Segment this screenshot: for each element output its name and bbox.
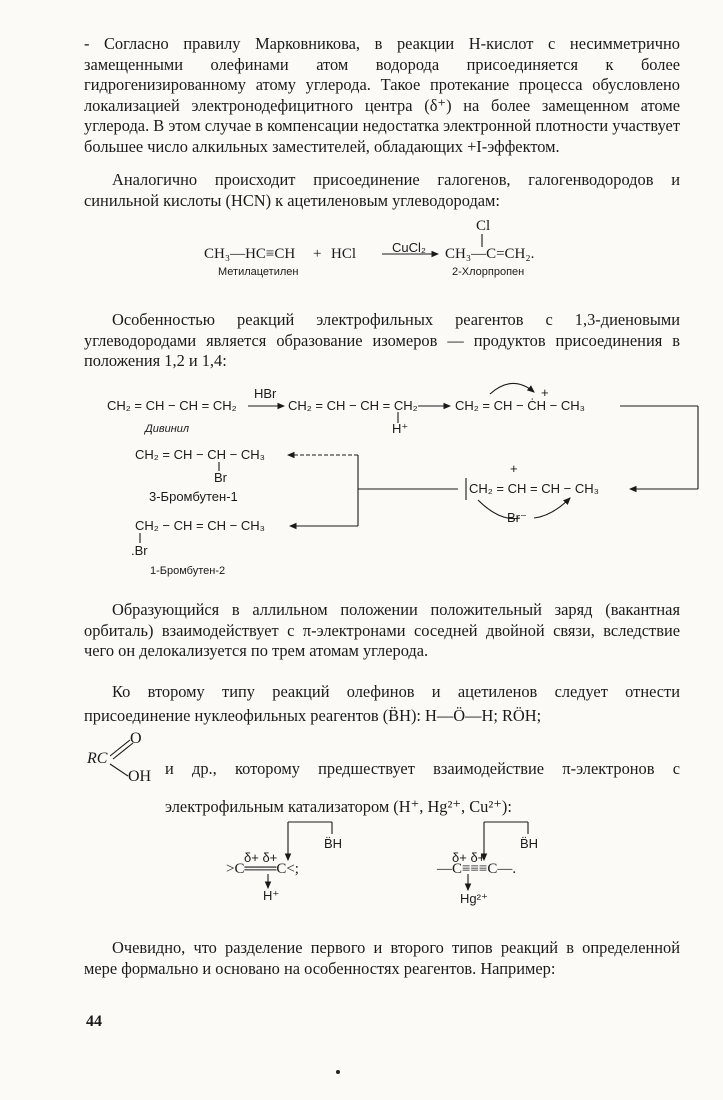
paragraph-catalyst [165,750,680,826]
bromide-arc-right [534,498,570,518]
name-3-bromobutene: 3-Бромбутен-1 [149,489,238,504]
product-chloropropene: CH₃—C=CH₂. [445,246,535,262]
allyl-cation: CH₂ = CH − ĊH − CH₃ [455,398,585,413]
product-1-br: .Br [131,543,148,558]
plus-sign: + [313,246,322,262]
page-number: 44 [86,1013,102,1030]
left-h-plus: H⁺ [263,888,280,903]
cation-charge: + [541,385,549,400]
right-core: —C≡≡≡C—. [437,861,517,877]
paragraph-analogous [84,170,680,211]
acid-oh: OH [128,768,152,785]
paragraph-catalyst-text: и др., которому предшествует взаимодействие π-электронов с электрофильным катализатором (H⁺, Hg²⁺, Cu²⁺): [165,759,680,816]
paragraph-allyl [84,600,680,662]
paragraph-markovnikov-text: Согласно правилу Марковникова, в реакции Н-кислот с несимметрично замещенными олефинами атом водорода присоединяется к более гидрогенизированному атому углерода. Такое протекание процесса обусловлено локализацией электронодефицитного центра (δ⁺) на более замещенном атоме углерода. В этом случае в компенсации недостатка электронной плотности участвует большее число алкильных заместителей, обладающих +I-эффектом. [84,34,680,156]
right-hg: Hg²⁺ [460,891,488,906]
paragraph-analogous-text: Аналогично происходит присоединение галогенов, галогенводородов и синильной кислоты (HCN) к ацетиленовым углеводородам: [84,170,680,210]
left-bh: B̈H [324,836,343,851]
paragraph-conclusion [84,938,680,979]
product-cl-substituent: Cl [476,218,491,234]
acid-double-bond-a [110,740,130,756]
ink-speck [336,1070,340,1074]
divinyl-name: Дивинил [145,423,190,435]
paragraph-dienes-text: Особенностью реакций электрофильных реагентов с 1,3-диеновыми углеводородами является образование изомеров — продуктов присоединения в положения 1,2 и 1,4: [84,310,680,370]
left-core: >C═══C<; [226,861,299,877]
delocalized-cation: CH₂ = CH = CH − CH₃ [469,481,599,496]
acid-single-bond [110,764,128,776]
reactant-methylacetylene: CH₃—HC≡CH [204,246,296,262]
paragraph-conclusion-text: Очевидно, что разделение первого и второго типов реакций в определенной мере формально и основано на особенностях реагентов. Например: [84,938,680,978]
proton-label: H⁺ [392,421,409,436]
acid-rc: RC [87,750,108,767]
hbr-reagent: HBr [254,386,277,401]
electron-shift-arrow [490,383,534,394]
product-1-bromobutene: CH₂ − CH = CH − CH₃ [135,518,265,533]
bromide-ion: Br⁻ [507,510,527,525]
right-delta: δ+ δ+ [452,850,486,865]
product-3-br: Br [214,470,227,485]
divinyl-formula: CH₂ = CH − CH = CH₂ [107,398,237,413]
paragraph-dienes [84,310,680,372]
acid-oxygen: O [130,730,142,747]
name-methylacetylene: Метилацетилен [218,266,299,278]
left-delta: δ+ δ+ [244,850,278,865]
product-3-bromobutene: CH₂ = CH − CH − CH₃ [135,447,265,462]
catalyst-label: CuCl₂ [392,240,426,255]
right-bh: B̈H [520,836,539,851]
paragraph-allyl-text: Образующийся в аллильном положении положительный заряд (вакантная орбиталь) взаимодействует с π-электронами соседней двойной связи, вследствие чего он делокализуется по трем атомам углерода. [84,600,680,660]
paragraph-nucleophilic [84,680,680,728]
delocalized-charge: + [510,461,518,476]
paragraph-markovnikov: - Согласно правилу Марковникова, в реакции Н-кислот с несимметрично замещенными олефинами атом водорода присоединяется к более гидрогенизированному атому углерода. Такое протекание процесса обусловлено локализацией электронодефицитного центра (δ⁺) на более замещенном атоме углерода. В этом случае в компенсации недостатка электронной плотности участвует большее число алкильных заместителей, обладающих +I-эффектом. [84,34,680,156]
name-chloropropene: 2-Хлорпропен [452,266,525,278]
paragraph-nucleophilic-text: Ко второму типу реакций олефинов и ацетиленов следует отнести присоединение нуклеофильных реагентов (B̈H): H—Ö—H; RÖH; [84,682,680,725]
protonated-diene: CH₂ = CH − CH = CH₂ [288,398,418,413]
name-1-bromobutene: 1-Бромбутен-2 [150,565,226,577]
reactant-hcl: HCl [331,246,357,262]
